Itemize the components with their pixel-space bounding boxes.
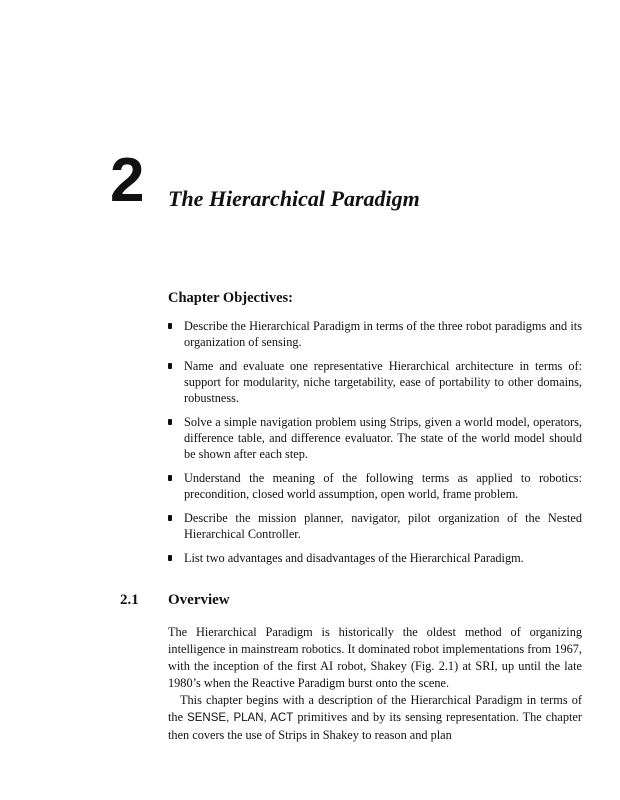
- section-title: Overview: [168, 592, 230, 608]
- bullet-icon: [168, 363, 172, 369]
- objective-item: [168, 318, 582, 350]
- objective-text: Solve a simple navigation problem using Strips, given a world model, operators, difference table, and difference evaluator. The state of the world model should be shown after each step.: [184, 415, 582, 461]
- section-body: [168, 624, 582, 744]
- objective-text: Describe the Hierarchical Paradigm in terms of the three robot paradigms and its organization of sensing.: [184, 319, 582, 349]
- objective-item: [168, 510, 582, 542]
- bullet-icon: [168, 515, 172, 521]
- chapter-title: The Hierarchical Paradigm: [168, 186, 420, 211]
- objectives-heading: Chapter Objectives:: [168, 290, 293, 306]
- objectives-list: [168, 318, 582, 574]
- objective-text: Describe the mission planner, navigator, pilot organization of the Nested Hierarchical Controller.: [184, 511, 582, 541]
- bullet-icon: [168, 555, 172, 561]
- objective-text: List two advantages and disadvantages of the Hierarchical Paradigm.: [184, 551, 524, 565]
- objective-item: [168, 550, 582, 566]
- section-number: 2.1: [120, 592, 139, 608]
- bullet-icon: [168, 475, 172, 481]
- bullet-icon: [168, 323, 172, 329]
- body-paragraph: [168, 692, 582, 744]
- bullet-icon: [168, 419, 172, 425]
- primitives-term: SENSE, PLAN, ACT: [187, 712, 294, 724]
- objective-text: Understand the meaning of the following terms as applied to robotics: precondition, closed world assumption, open world, frame problem.: [184, 471, 582, 501]
- body-paragraph: The Hierarchical Paradigm is historically the oldest method of organizing intelligence in mainstream robotics. It dominated robot implementations from 1967, with the inception of the first AI robot, Shakey (Fig. 2.1) at SRI, up until the late 1980’s when the Reactive Paradigm burst onto the scene.: [168, 625, 582, 690]
- objective-text: Name and evaluate one representative Hierarchical architecture in terms of: support for modularity, niche targetability, ease of portability to other domains, robustness.: [184, 359, 582, 405]
- objective-item: [168, 470, 582, 502]
- chapter-number: 2: [110, 146, 145, 215]
- paragraph-text: primitives and by its sensing representation. The chapter then covers the use of Strips in Shakey to reason and plan: [168, 710, 582, 742]
- objective-item: [168, 358, 582, 406]
- paragraph-text: This chapter begins with a description of the Hierarchical Paradigm in terms of the: [168, 693, 582, 724]
- objective-item: [168, 414, 582, 462]
